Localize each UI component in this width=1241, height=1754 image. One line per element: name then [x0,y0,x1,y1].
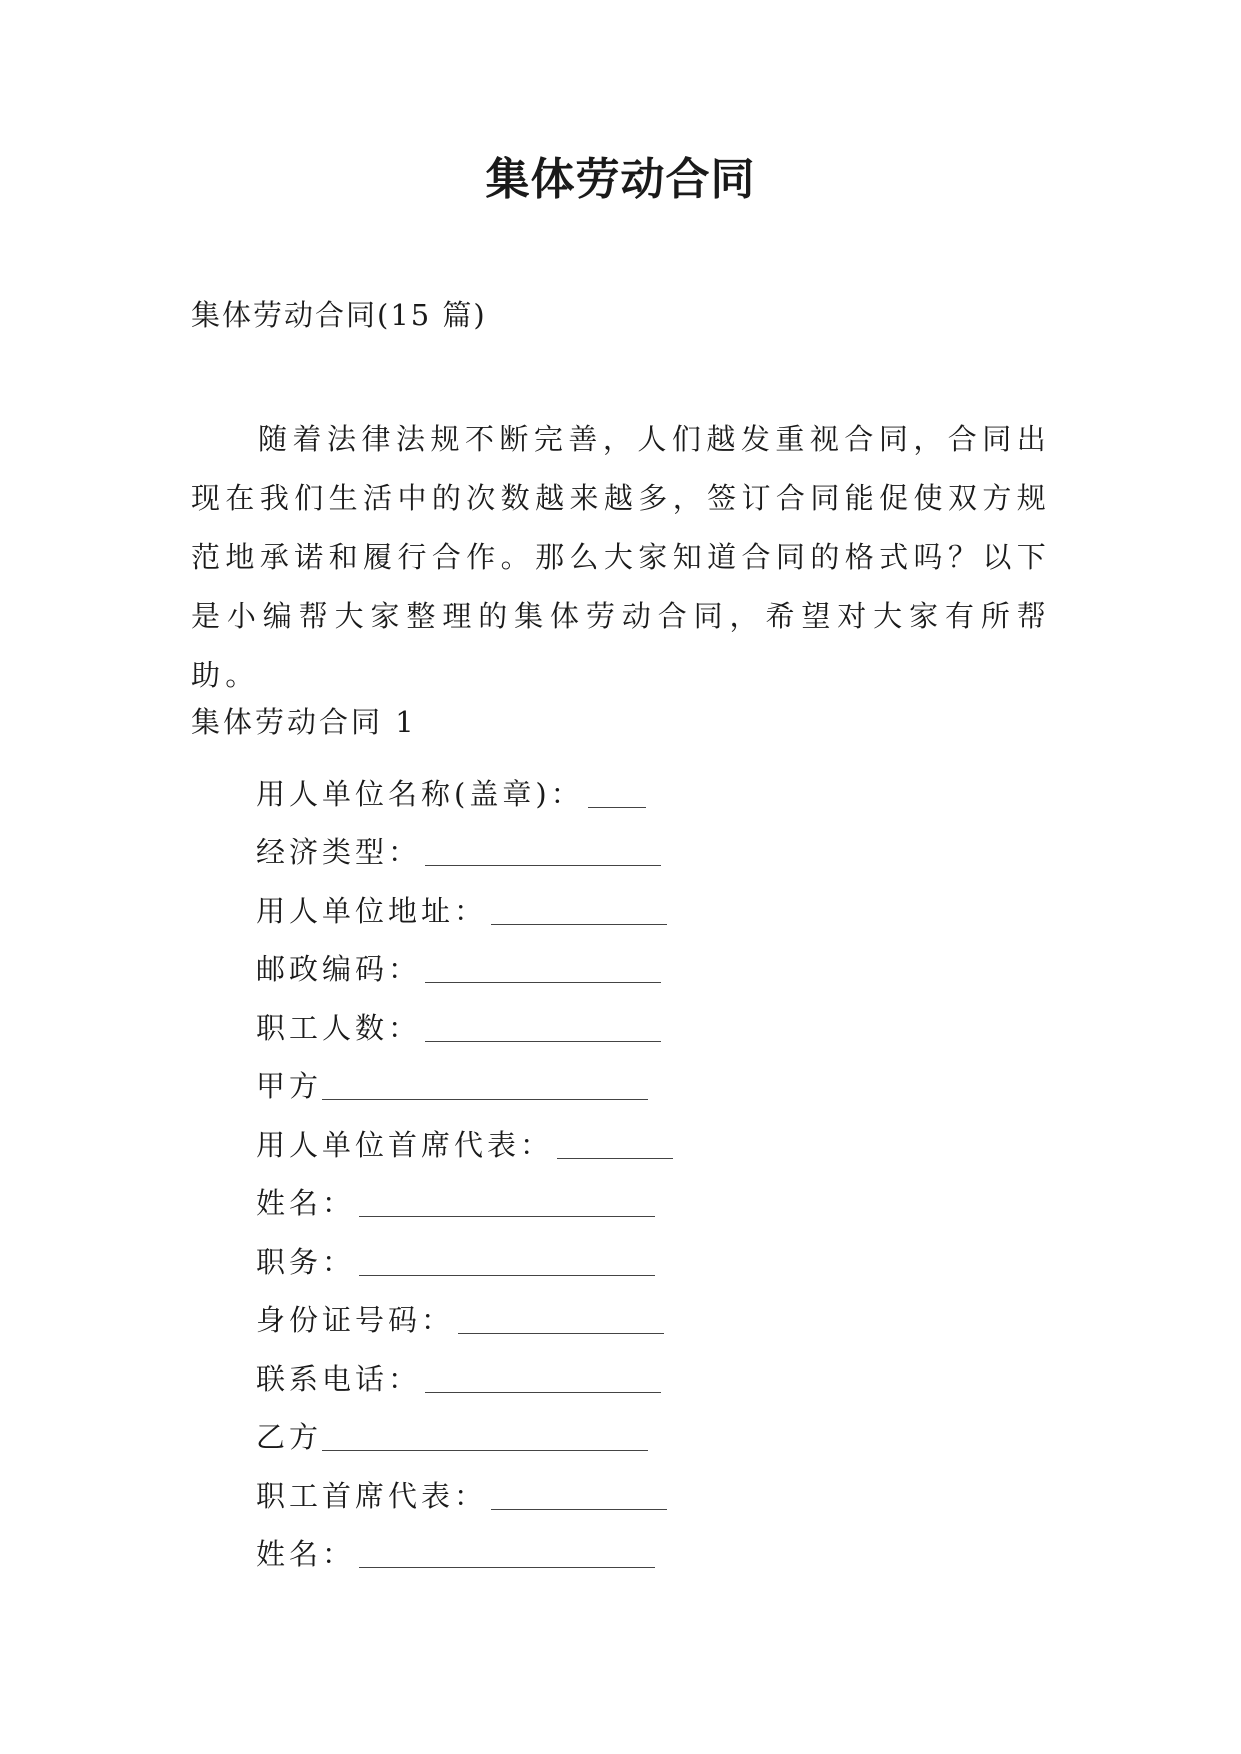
field-label: 姓名： [256,1186,356,1220]
field-label: 邮政编码： [256,952,422,986]
field-blank-line[interactable] [425,982,661,983]
field-label: 用人单位首席代表： [256,1127,554,1162]
field-blank-line[interactable] [359,1275,655,1276]
field-label: 用人单位地址： [256,893,488,928]
field-blank-line[interactable] [425,1392,661,1393]
document-title: 集体劳动合同 [485,154,756,205]
field-label: 职工首席代表： [256,1478,488,1513]
field-label: 姓名： [256,1537,356,1571]
field-name-a [256,1165,696,1224]
field-name-b [256,1516,696,1575]
field-economic-type [256,814,696,873]
field-employee-count [256,989,696,1048]
field-party-b [256,1399,696,1458]
field-blank-line[interactable] [322,1450,648,1451]
field-blank-line[interactable] [588,807,646,808]
field-phone [256,1340,696,1399]
field-blank-line[interactable] [322,1099,648,1100]
field-blank-line[interactable] [491,1509,667,1510]
field-employer-chief-rep [256,1106,696,1165]
field-blank-line[interactable] [359,1216,655,1217]
field-employer-name [256,755,696,814]
field-label: 乙方 [256,1420,323,1454]
field-blank-line[interactable] [425,865,661,866]
field-label: 职工人数： [256,1010,422,1045]
intro-paragraph: 随着法律法规不断完善，人们越发重视合同，合同出现在我们生活中的次数越来越多，签订合同能促使双方规范地承诺和履行合作。那么大家知道合同的格式吗？以下是小编帮大家整理的集体劳动合同，希望对大家有所帮助。 [191,422,1051,692]
field-employee-chief-rep [256,1457,696,1516]
field-position [256,1223,696,1282]
field-label: 经济类型： [256,835,422,869]
field-blank-line[interactable] [458,1333,664,1334]
field-blank-line[interactable] [557,1158,673,1159]
field-blank-line[interactable] [425,1041,661,1042]
contract-field-list [256,755,696,1574]
field-blank-line[interactable] [359,1567,655,1568]
field-label: 身份证号码： [256,1303,455,1337]
document-subtitle: 集体劳动合同(15 篇) [191,298,487,332]
field-id-number [256,1282,696,1341]
field-postal-code [256,931,696,990]
field-label: 用人单位名称(盖章)： [256,776,584,811]
field-label: 甲方 [256,1069,323,1103]
field-blank-line[interactable] [491,924,667,925]
field-label: 联系电话： [256,1361,422,1396]
section-heading: 集体劳动合同 1 [191,705,417,739]
field-label: 职务： [256,1244,356,1279]
field-party-a [256,1048,696,1107]
field-employer-address [256,872,696,931]
